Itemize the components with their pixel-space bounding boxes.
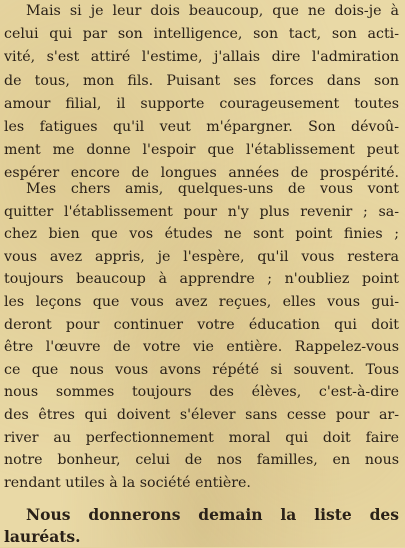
text-line: être l'œuvre de votre vie entière. Rappelez-vous (4, 339, 399, 356)
text-line: amour filial, il supporte courageusement toutes (4, 95, 399, 112)
text-line: toujours beaucoup à apprendre ; n'oubliez point (4, 271, 399, 288)
text-line: deront pour continuer votre éducation qui doit (4, 316, 399, 333)
text-line: vité, s'est attiré l'estime, j'allais dire l'admiration (4, 49, 399, 66)
text-line: de tous, mon fils. Puisant ses forces dans son (4, 72, 399, 89)
text-line: vous avez appris, je l'espère, qu'il vous restera (4, 248, 399, 265)
text-line: quitter l'établissement pour n'y plus revenir ; sa- (4, 203, 399, 220)
text-line: notre bonheur, celui de nos familles, en nous (4, 452, 399, 469)
text-line: espérer encore de longues années de prospérité. (4, 165, 399, 182)
text-line: ce que nous vous avons répété si souvent. Tous (4, 361, 399, 378)
text-line: celui qui par son intelligence, son tact, son acti- (4, 26, 399, 43)
text-line: des êtres qui doivent s'élever sans cesse pour ar- (4, 406, 399, 423)
text-line: Mes chers amis, quelques-uns de vous vont (26, 181, 399, 197)
text-line: river au perfectionnement moral qui doit faire (4, 429, 399, 446)
paragraph-2 (4, 178, 399, 494)
text-line: Mais si je leur dois beaucoup, que ne dois-je à (26, 3, 399, 19)
paragraph-1 (4, 0, 399, 186)
text-line: lauréats. (4, 527, 81, 546)
text-line: Nous donnerons demain la liste des (26, 505, 399, 524)
text-line: ment me donne l'espoir que l'établissement peut (4, 142, 399, 159)
closing-announcement (4, 504, 399, 548)
text-line: chez bien que vos études ne sont point finies ; (4, 226, 399, 243)
text-line: les fatigues qu'il veut m'épargner. Son dévoû- (4, 118, 399, 135)
text-line: les leçons que vous avez reçues, elles vous gui- (4, 293, 399, 310)
text-line: nous sommes toujours des élèves, c'est-à-dire (4, 384, 399, 401)
text-line: rendant utiles à la société entière. (4, 474, 251, 491)
